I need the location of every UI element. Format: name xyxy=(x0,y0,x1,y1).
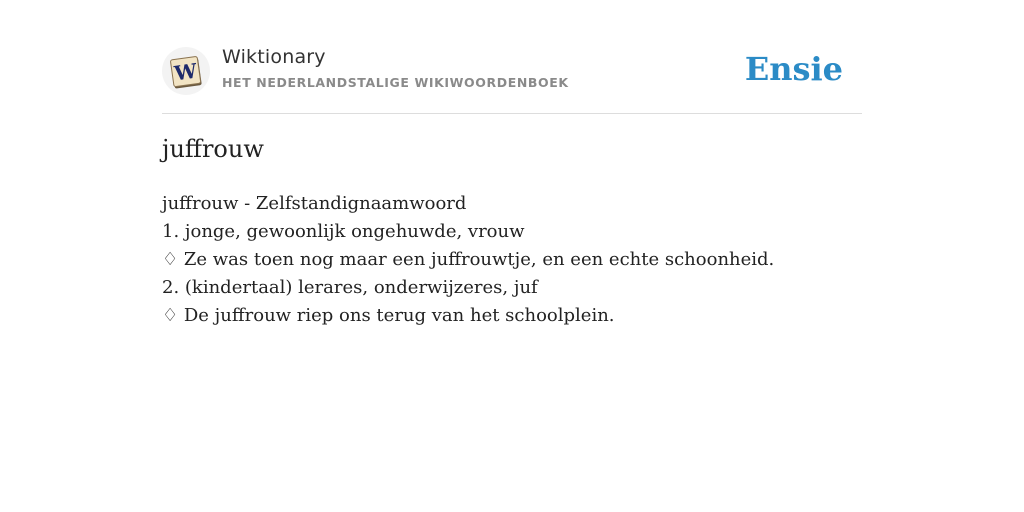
page-title: juffrouw xyxy=(162,135,264,163)
example-1: ♢ Ze was toen nog maar een juffrouwtje, en een echte schoonheid. xyxy=(162,249,775,270)
entry-body xyxy=(162,190,862,330)
site-tagline: HET NEDERLANDSTALIGE WIKIWOORDENBOEK xyxy=(222,75,569,90)
header xyxy=(162,40,862,114)
example-2: ♢ De juffrouw riep ons terug van het schoolplein. xyxy=(162,305,615,326)
wiktionary-logo[interactable] xyxy=(162,47,210,95)
wiktionary-tile-icon xyxy=(166,51,206,91)
logo-letter: W xyxy=(172,58,199,86)
ensie-brand-link[interactable]: Ensie xyxy=(744,50,843,88)
site-name[interactable]: Wiktionary xyxy=(222,46,326,68)
definition-2: 2. (kindertaal) lerares, onderwijzeres, juf xyxy=(162,277,538,298)
entry-headword-line: juffrouw - Zelfstandignaamwoord xyxy=(162,193,467,214)
definition-1: 1. jonge, gewoonlijk ongehuwde, vrouw xyxy=(162,221,525,242)
